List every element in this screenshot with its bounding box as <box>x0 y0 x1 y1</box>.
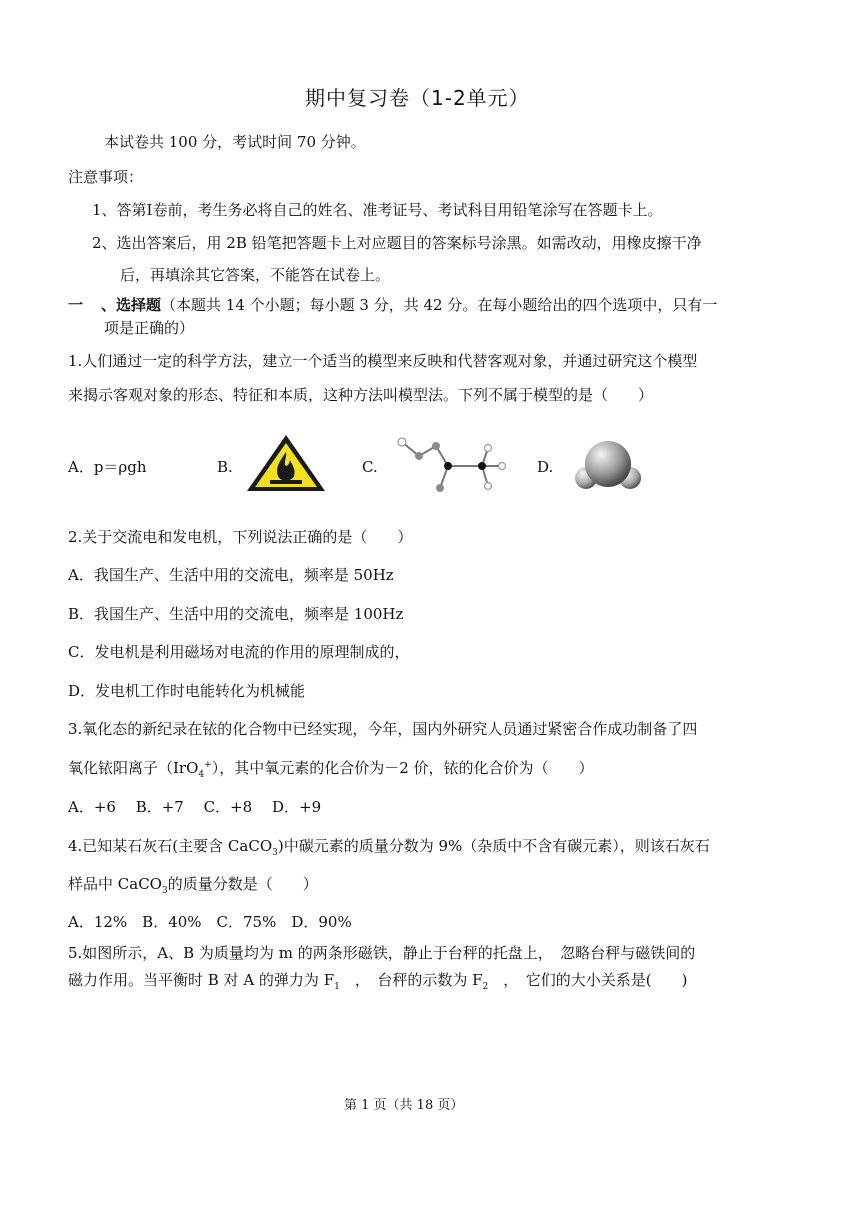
section-description: （本题共 14 个小题；每小题 3 分，共 42 分。在每小题给出的四个选项中，只有一 <box>161 296 718 314</box>
q4-options: A．12% B．40% C．75% D．90% <box>68 913 352 931</box>
q3-options: A．+6 B．+7 C．+8 D．+9 <box>68 798 322 816</box>
q2-option-a: A．我国生产、生活中用的交流电，频率是 50Hz <box>68 566 394 584</box>
section-description-continued: 项是正确的） <box>104 319 195 337</box>
q1-option-c-label: C. <box>362 458 378 476</box>
q4-stem-part: 的质量分数是（ ） <box>167 875 318 893</box>
q4-stem <box>68 837 710 858</box>
q4-stem-part: )中碳元素的质量分数为 9%（杂质中不含有碳元素），则该石灰石 <box>277 837 710 855</box>
q5-stem <box>68 971 688 992</box>
q5-subscript: 2 <box>482 982 489 992</box>
q3-stem <box>68 759 594 780</box>
q4-subscript: 3 <box>272 848 278 858</box>
q2-option-c: C．发电机是利用磁场对电流的作用的原理制成的， <box>68 643 410 661</box>
notes-heading: 注意事项： <box>68 168 144 186</box>
q5-subscript: 1 <box>334 982 340 992</box>
page-title: 期中复习卷（1-2单元） <box>305 86 530 110</box>
q4-stem-part: 样品中 CaCO <box>68 875 162 893</box>
q1-stem: 1.人们通过一定的科学方法，建立一个适当的模型来反映和代替客观对象，并通过研究这个模型 <box>68 352 698 370</box>
q5-stem: 5.如图所示，A、B 为质量均为 m 的两条形磁铁，静止于台秤的托盘上， 忽略台秤与磁铁间的 <box>68 944 696 962</box>
exam-intro: 本试卷共 100 分，考试时间 70 分钟。 <box>104 133 366 151</box>
fire-hazard-icon <box>244 432 328 494</box>
note-item: 2、选出答案后，用 2B 铅笔把答题卡上对应题目的答案标号涂黑。如需改动，用橡皮擦干净 <box>92 234 702 252</box>
note-item-continued: 后，再填涂其它答案，不能答在试卷上。 <box>120 266 391 284</box>
q2-option-d: D．发电机工作时电能转化为机械能 <box>68 682 306 700</box>
q4-subscript: 3 <box>161 886 168 896</box>
note-item: 1、答第Ⅰ卷前，考生务必将自己的姓名、准考证号、考试科目用铅笔涂写在答题卡上。 <box>92 201 663 219</box>
q3-superscript: + <box>204 760 212 770</box>
q3-subscript: 4 <box>198 770 205 780</box>
q4-stem-part: 4.已知某石灰石(主要含 CaCO <box>68 837 273 855</box>
page-footer: 第 1 页（共 18 页） <box>344 1098 464 1113</box>
q2-stem: 2.关于交流电和发电机，下列说法正确的是（ ） <box>68 528 413 546</box>
q1-option-a: A．p＝ρgh <box>68 458 147 476</box>
molecule-ball-stick-icon <box>392 436 507 496</box>
q5-stem-part: ， 它们的大小关系是( ) <box>488 971 688 989</box>
q1-option-b-label: B. <box>217 458 233 476</box>
q3-stem: 3.氧化态的新纪录在铱的化合物中已经实现，今年，国内外研究人员通过紧密合作成功制备了四 <box>68 720 698 738</box>
section-heading <box>68 298 717 313</box>
molecule-space-filling-icon <box>572 438 644 494</box>
q5-stem-part: ， 台秤的示数为 F <box>339 971 483 989</box>
q4-stem <box>68 875 318 896</box>
q3-stem-part: 氧化铱阳离子（IrO <box>68 759 199 777</box>
q1-stem: 来揭示客观对象的形态、特征和本质，这种方法叫模型法。下列不属于模型的是（ ） <box>68 386 654 404</box>
q5-stem-part: 磁力作用。当平衡时 B 对 A 的弹力为 F <box>68 971 335 989</box>
section-number: 一 <box>68 296 84 314</box>
section-label: 、选择题 <box>101 296 162 314</box>
q2-option-b: B．我国生产、生活中用的交流电，频率是 100Hz <box>68 605 404 623</box>
q1-option-d-label: D. <box>537 458 554 476</box>
q3-stem-part: ），其中氧元素的化合价为－2 价，铱的化合价为（ ） <box>211 759 594 777</box>
